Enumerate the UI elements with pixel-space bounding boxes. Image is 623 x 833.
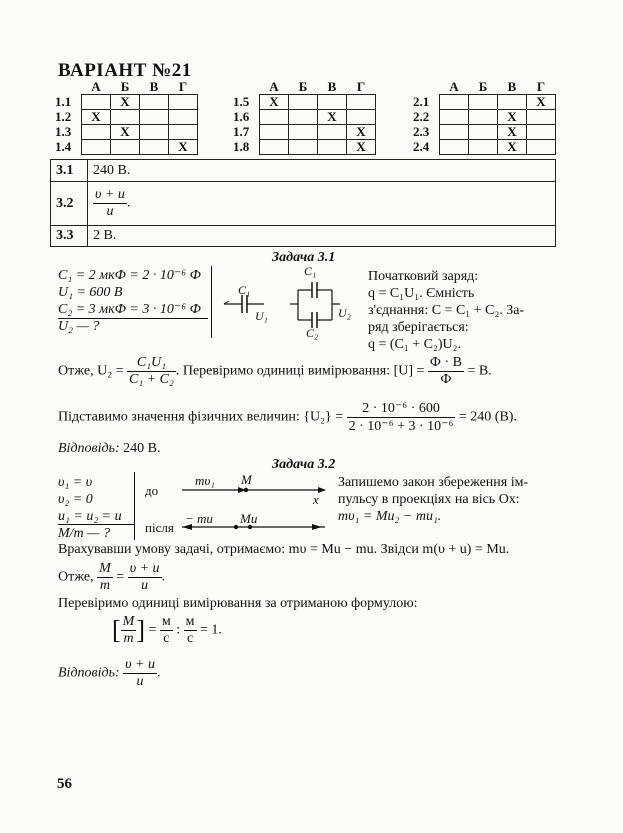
circuit-label-c2: C₂ (306, 326, 319, 340)
grid-cell (347, 110, 376, 125)
grid-cell (260, 110, 289, 125)
fraction-numerator: м (161, 614, 171, 629)
grid-cell: X (318, 110, 347, 125)
answer-text: 2 В. (88, 226, 556, 247)
formula-prefix: Підставимо значення фізичних величин: {U₂} = (58, 409, 344, 425)
diagram-label-mv1: mυ₁ (195, 473, 215, 488)
grid-cell: X (498, 125, 527, 140)
task-3-1-heading: Задача 3.1 (272, 250, 336, 265)
answer-number: 3.3 (51, 226, 88, 247)
grid-header: Б (478, 79, 488, 94)
grid-cell: X (111, 125, 140, 140)
fraction-numerator: 2 · 10⁻⁶ · 600 (347, 400, 456, 418)
grid-header: В (507, 79, 517, 94)
grid-cell (527, 125, 556, 140)
circuit-label-u2: U₂ (338, 306, 351, 320)
fraction-denominator: m (99, 578, 110, 593)
formula-tail: = 1. (200, 622, 222, 638)
grid-header: Б (120, 79, 130, 94)
grid-cell (318, 95, 347, 110)
given-line: U₂ — ? (58, 319, 100, 334)
grid-cell: X (498, 140, 527, 155)
grid-cell (527, 140, 556, 155)
grid-header: Б (298, 79, 308, 94)
task-3-1-formula-line (58, 355, 492, 388)
circuit-label-u1: U₁ (255, 309, 268, 323)
row-label: 1.7 (233, 124, 250, 139)
equals-sign: = (116, 569, 125, 585)
circuit-label-c1-left: C₁ (238, 283, 251, 297)
given-separator (134, 472, 135, 540)
fraction-denominator: u (106, 204, 114, 219)
row-label: 1.2 (55, 109, 72, 124)
grid-header: А (449, 79, 459, 94)
task-3-1-answer (58, 441, 160, 457)
grid-cell (111, 140, 140, 155)
grid-cell: X (82, 110, 111, 125)
explanation-line: ряд зберігається: (368, 320, 469, 335)
grid-cell (169, 125, 198, 140)
fraction-denominator: m (123, 631, 134, 646)
grid-cell: X (498, 110, 527, 125)
grid-cell (260, 125, 289, 140)
fraction-numerator: C₁U₁ (127, 355, 176, 372)
fraction-denominator: 2 · 10⁻⁶ + 3 · 10⁻⁶ (348, 419, 454, 434)
task-3-2-derivation: Врахувавши умову задачі, отримаємо: mυ = Mu − mu. Звідси m(υ + u) = Mu. (58, 542, 510, 557)
fraction-denominator: с (163, 631, 170, 646)
fraction-denominator: с (186, 631, 194, 646)
grid-cell (318, 140, 347, 155)
fraction-denominator: C₁ + C₂ (129, 372, 174, 387)
grid-cell (347, 95, 376, 110)
fraction-numerator: м (185, 614, 195, 629)
fraction-numerator: υ + u (95, 187, 125, 202)
given-line: u₁ = u₂ = u (58, 509, 122, 524)
diagram-label-Mu: Mu (240, 511, 258, 526)
grid-cell (440, 125, 469, 140)
grid-cell (469, 125, 498, 140)
grid-cell (111, 110, 140, 125)
given-line: M/m — ? (58, 526, 111, 541)
answer-label: Відповідь: (58, 441, 120, 456)
task-3-1-given (58, 267, 201, 335)
grid-cell (140, 110, 169, 125)
explanation-line: q = (C₁ + C₂)U₂. (368, 337, 462, 352)
grid-cell (169, 110, 198, 125)
diagram-label-minus-mu: − mu (185, 511, 213, 526)
explanation-line: пульсу в проекціях на вісь Ox: (338, 492, 520, 507)
task-3-2-units-check: [ $\frac{M}{m}$ ] = $\frac{м}{с}$ : $\frac{м}{с}$ = 1. (112, 614, 222, 646)
row-label: 2.3 (413, 124, 430, 139)
grid-cell (527, 110, 556, 125)
grid-cell (289, 110, 318, 125)
row-label: 2.4 (413, 139, 430, 154)
grid-cell (469, 95, 498, 110)
grid-cell (469, 110, 498, 125)
row-label: 2.1 (413, 94, 430, 109)
given-line: C₂ = 3 мкФ = 3 · 10⁻⁶ Ф (58, 302, 201, 317)
task-3-2-explanation (338, 474, 553, 525)
diagram-label-M: M (241, 472, 252, 487)
grid-cell: X (527, 95, 556, 110)
formula-tail: = 240 (В). (458, 409, 517, 425)
formula-mid: . Перевіримо одиниці вимірювання: [U] = (175, 363, 425, 379)
grid-cell (289, 125, 318, 140)
page-number: 56 (57, 776, 72, 792)
given-line: υ₁ = υ (58, 475, 93, 490)
grid-cell (289, 95, 318, 110)
answer-grid-1 (55, 80, 198, 155)
grid-header: Г (536, 79, 546, 94)
task-3-2-given (58, 474, 122, 542)
grid-cell (440, 140, 469, 155)
grid-header: Г (178, 79, 188, 94)
task-3-2-answer: Відповідь: $\frac{\upsilon + u}{u}$ . (58, 657, 161, 689)
fraction-denominator: u (136, 674, 144, 689)
fraction-denominator: u (141, 578, 149, 593)
formula-prefix: Отже, U₂ = (58, 363, 124, 379)
answer-text: 240 В. (88, 160, 556, 182)
diagram-label-before: до (145, 483, 159, 498)
fraction-numerator: M (122, 614, 135, 629)
circuit-label-c1-top: C₁ (304, 264, 317, 278)
answer-formula (88, 182, 556, 226)
grid-cell (140, 140, 169, 155)
diagram-label-after: після (145, 520, 174, 535)
answer-label: Відповідь: (58, 665, 120, 681)
answer-value: 240 В. (123, 441, 161, 456)
grid-header: Г (356, 79, 366, 94)
diagram-label-x: x (313, 492, 319, 507)
row-label: 1.8 (233, 139, 250, 154)
answer-grid-2 (233, 80, 376, 155)
row-label: 2.2 (413, 109, 430, 124)
row-label: 1.6 (233, 109, 250, 124)
given-line: C₁ = 2 мкФ = 2 · 10⁻⁶ Ф (58, 268, 201, 283)
fraction-numerator: υ + u (125, 657, 155, 672)
grid-cell (140, 95, 169, 110)
explanation-line: з'єднання: C = C₁ + C₂. За- (368, 303, 525, 318)
explanation-line: mυ₁ = Mu₂ − mu₁. (338, 509, 442, 524)
formula-tail: . (126, 195, 131, 211)
given-separator (211, 266, 212, 338)
page-title: ВАРІАНТ №21 (58, 60, 192, 81)
answer-number: 3.1 (51, 160, 88, 182)
grid-cell (260, 140, 289, 155)
row-label: 1.1 (55, 94, 72, 109)
answers-table (50, 159, 556, 247)
fraction-numerator: M (99, 561, 111, 576)
fraction-numerator: Ф · В (429, 355, 462, 370)
task-3-2-units-intro: Перевіримо одиниці вимірювання за отриманою формулою: (58, 596, 418, 611)
row-label: 1.3 (55, 124, 72, 139)
grid-cell: X (169, 140, 198, 155)
grid-cell (289, 140, 318, 155)
task-3-2-result-formula: Отже, $\frac{M}{m}$ = $\frac{\upsilon + u}{u}$ . (58, 561, 166, 593)
formula-prefix: Отже, (58, 569, 94, 585)
task-3-1-explanation (368, 268, 548, 353)
row-label: 1.4 (55, 139, 72, 154)
grid-header: А (269, 79, 279, 94)
grid-header: В (149, 79, 159, 94)
grid-cell (469, 140, 498, 155)
grid-cell (498, 95, 527, 110)
given-line: U₁ = 600 В (58, 285, 123, 300)
explanation-line: Початковий заряд: (368, 269, 479, 284)
answer-number: 3.2 (51, 182, 88, 226)
formula-tail: = В. (467, 363, 492, 379)
grid-cell: X (260, 95, 289, 110)
grid-cell (82, 95, 111, 110)
grid-cell: X (347, 140, 376, 155)
grid-cell (140, 125, 169, 140)
given-divider (58, 524, 134, 525)
grid-cell: X (111, 95, 140, 110)
fraction-numerator: υ + u (129, 561, 160, 576)
task-3-2-heading: Задача 3.2 (272, 457, 336, 472)
grid-cell (169, 95, 198, 110)
fraction-denominator: Ф (440, 372, 452, 387)
grid-cell (440, 110, 469, 125)
grid-cell: X (347, 125, 376, 140)
given-divider (58, 318, 208, 319)
given-line: υ₂ = 0 (58, 492, 93, 507)
grid-header: А (91, 79, 101, 94)
row-label: 1.5 (233, 94, 250, 109)
grid-header: В (327, 79, 337, 94)
grid-cell (82, 125, 111, 140)
task-3-1-substitution-line (58, 400, 517, 435)
explanation-line: Запишемо закон збереження ім- (338, 475, 529, 490)
grid-cell (318, 125, 347, 140)
grid-cell (82, 140, 111, 155)
grid-cell (440, 95, 469, 110)
capacitor-circuit-diagram (220, 262, 360, 344)
answer-grid-3 (413, 80, 556, 155)
explanation-line: q = C₁U₁. Ємність (368, 286, 475, 301)
